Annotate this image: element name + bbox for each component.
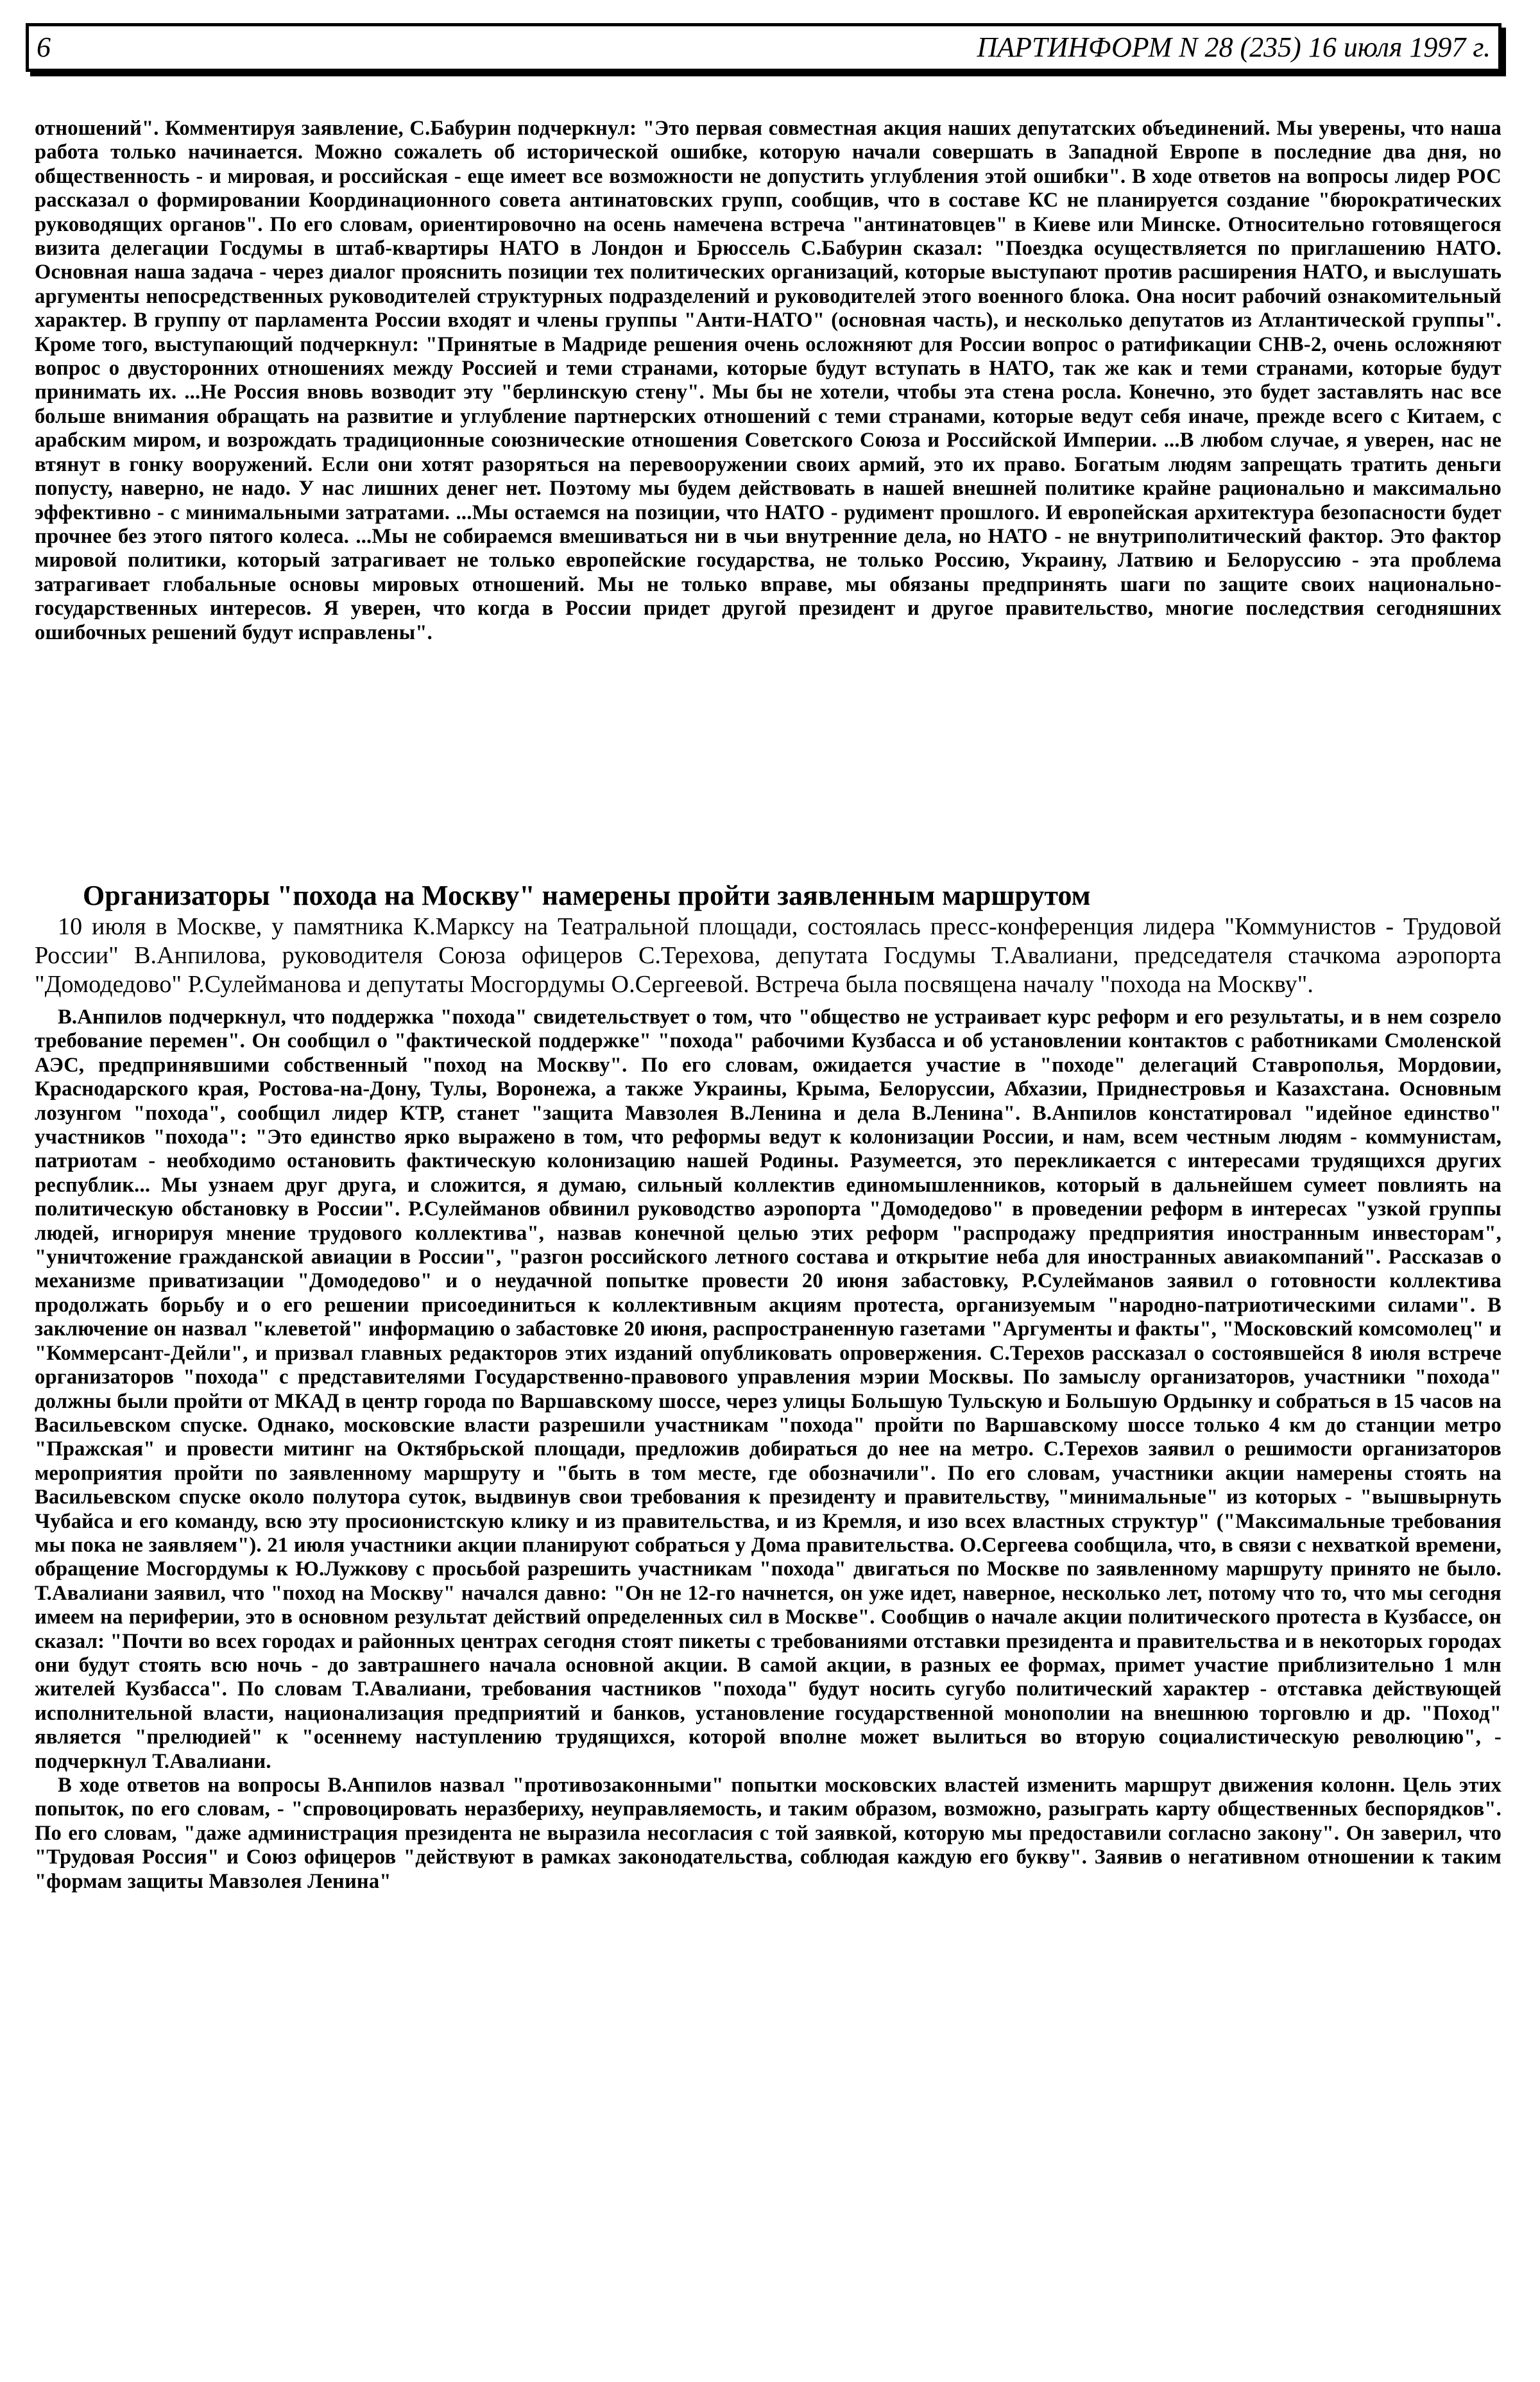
article-lead: 10 июля в Москве, у памятника К.Марксу на Театральной площади, состоялась пресс-конференция лидера "Коммунистов - Трудовой России" В.Анпилова, руководителя Союза офицеров С.Терехова, депутата Госдумы Т.Авалиани, председателя стачкома аэропорта "Домодедово" Р.Сулейманова и депутаты Мосгордумы О.Сергеевой. Встреча была посвящена началу "похода на Москву". xyxy=(35,913,1502,998)
article-pohod xyxy=(35,879,1502,1894)
article-body-paragraph: В.Анпилов подчеркнул, что поддержка "похода" свидетельствует о том, что "общество не устраивает курс реформ и его результаты, и в нем созрело требование перемен". Он сообщил о "фактической поддержке" "похода" рабочими Кузбасса и об установлении контактов с работниками Смоленской АЭС, предпринявшими собственный "поход на Москву". По его словам, ожидается участие в "походе" делегаций Ставрополья, Мордовии, Краснодарского края, Ростова-на-Дону, Тулы, Воронежа, а также Украины, Крыма, Белоруссии, Абхазии, Приднестровья и Казахстана. Основным лозунгом "похода", сообщил лидер КТР, станет "защита Мавзолея В.Ленина и дела В.Ленина". В.Анпилов констатировал "идейное единство" участников "похода": "Это единство ярко выражено в том, что реформы ведут к колонизации России, и нам, всем честным людям - коммунистам, патриотам - необходимо остановить фактическую колонизацию нашей Родины. Разумеется, это перекликается с интересами трудящихся других республик... Мы узнаем друг друга, и сложится, я думаю, сильный коллектив единомышленников, который в дальнейшем сумеет повлиять на политическую обстановку в России". Р.Сулейманов обвинил руководство аэропорта "Домодедово" в проведении реформ в интересах "узкой группы людей, игнорируя мнение трудового коллектива", назвав конечной целью этих реформ "распродажу предприятия иностранным инвесторам", "уничтожение гражданской авиации в России", "разгон российского летного состава и открытие неба для иностранных авиакомпаний". Рассказав о механизме приватизации "Домодедово" и о неудачной попытке провести 20 июня забастовку, Р.Сулейманов заявил о готовности коллектива продолжать борьбу и о его решении присоединиться к коллективным акциям протеста, организуемым "народно-патриотическими силами". В заключение он назвал "клеветой" информацию о забастовке 20 июня, распространенную газетами "Аргументы и факты", "Московский комсомолец" и "Коммерсант-Дейли", и призвал главных редакторов этих изданий опубликовать опровержения. С.Терехов рассказал о состоявшейся 8 июля встрече организаторов "похода" с представителями Государственно-правового управления мэрии Москвы. По замыслу организаторов, участники "похода" должны были пройти от МКАД в центр города по Варшавскому шоссе, через улицы Большую Тульскую и Большую Ордынку и собраться в 15 часов на Васильевском спуске. Однако, московские власти разрешили участникам "похода" пройти по Варшавскому шоссе только 4 км до станции метро "Пражская" и провести митинг на Октябрьской площади, предложив добираться до нее на метро. С.Терехов заявил о решимости организаторов мероприятия пройти по заявленному маршруту и "быть в том месте, где обозначили". По его словам, участники акции намерены стоять на Васильевском спуске около полутора суток, выдвинув свои требования к президенту и правительству, "минимальные" из которых - "вышвырнуть Чубайса и его команду, всю эту просионистскую клику и из правительства, и из Кремля, и изо всех властных структур" ("Максимальные требования мы пока не заявляем"). 21 июля участники акции планируют собраться у Дома правительства. О.Сергеева сообщила, что, в связи с нехваткой времени, обращение Мосгордумы к Ю.Лужкову с просьбой разрешить участникам "похода" двигаться по Москве по заявленному маршруту принято не было. Т.Авалиани заявил, что "поход на Москву" начался давно: "Он не 12-го начнется, он уже идет, наверное, несколько лет, потому что то, что мы сегодня имеем на периферии, это в основном результат действий определенных сил в Москве". Сообщив о начале акции политического протеста в Кузбассе, он сказал: "Почти во всех городах и районных центрах сегодня стоят пикеты с требованиями отставки президента и правительства и в некоторых городах они будут стоять всю ночь - до завтрашнего начала основной акции. В самой акции, в разных ее формах, примет участие приблизительно 1 млн жителей Кузбасса". По словам Т.Авалиани, требования частников "похода" будут носить сугубо политический характер - отставка действующей исполнительной власти, национализация предприятий и банков, установление государственной монополии на внешнюю торговлю и др. "Поход" является "прелюдией" к "осеннему наступлению трудящихся, которой вполне может вылиться во вторую социалистическую революцию", - подчеркнул Т.Авалиани. xyxy=(35,1006,1502,1773)
article-continuation-text: отношений". Комментируя заявление, С.Бабурин подчеркнул: "Это первая совместная акция наших депутатских объединений. Мы уверены, что наша работа только начинается. Можно сожалеть об исторической ошибке, которую начали совершать в Западной Европе в последние два дня, но общественность - и мировая, и российская - еще имеет все возможности не допустить углубления этой ошибки". В ходе ответов на вопросы лидер РОС рассказал о формировании Координационного совета антинатовских групп, сообщив, что в составе КС не планируется создание "бюрократических руководящих органов". По его словам, ориентировочно на осень намечена встреча "антинатовцев" в Киеве или Минске. Относительно готовящегося визита делегации Госдумы в штаб-квартиры НАТО в Лондон и Брюссель С.Бабурин сказал: "Поездка осуществляется по приглашению НАТО. Основная наша задача - через диалог прояснить позиции тех политических организаций, которые выступают против расширения НАТО, и выслушать аргументы непосредственных руководителей структурных подразделений и руководителей этого военного блока. Она носит рабочий ознакомительный характер. В группу от парламента России входят и члены группы "Анти-НАТО" (основная часть), и несколько депутатов из Атлантической группы". Кроме того, выступающий подчеркнул: "Принятые в Мадриде решения очень осложняют для России вопрос о ратификации СНВ-2, очень осложняют вопрос о двусторонних отношениях между Россией и теми странами, которые будут вступать в НАТО, так же как и теми странами, которые будут принимать их. ...Не Россия вновь возводит эту "берлинскую стену". Мы бы не хотели, чтобы эта стена росла. Конечно, это будет заставлять нас все больше внимания обращать на развитие и углубление партнерских отношений с теми странами, которые ведут себя иначе, прежде всего с Китаем, с арабским миром, и возрождать традиционные союзнические отношения Советского Союза и Российской Империи. ...В любом случае, я уверен, нас не втянут в гонку вооружений. Если они хотят разоряться на перевооружении своих армий, это их право. Богатым людям запрещать тратить деньги попусту, наверно, не надо. У нас лишних денег нет. Поэтому мы будем действовать в нашей внешней политике крайне рационально и максимально эффективно - с минимальными затратами. ...Мы остаемся на позиции, что НАТО - рудимент прошлого. И европейская архитектура безопасности будет прочнее без этого пятого колеса. ...Мы не собираемся вмешиваться ни в чьи внутренние дела, но НАТО - не внутриполитический фактор. Это фактор мировой политики, который затрагивает не только европейские государства, не только Россию, Украину, Латвию и Белоруссию - эта проблема затрагивает глобальные основы мировых отношений. Мы не только вправе, мы обязаны предпринять шаги по защите своих национально-государственных интересов. Я уверен, что когда в России придет другой президент и другое правительство, многие последствия сегодняшних ошибочных решений будут исправлены". xyxy=(35,117,1502,644)
article-body-paragraph: В ходе ответов на вопросы В.Анпилов назвал "противозаконными" попытки московских властей изменить маршрут движения колонн. Цель этих попыток, по его словам, - "спровоцировать неразбериху, неуправляемость, и таким образом, возможно, разыграть карту общественных беспорядков". По его словам, "даже администрация президента не выразила несогласия с той заявкой, которую мы предоставили согласно закону". Он заверил, что "Трудовая Россия" и Союз офицеров "действуют в рамках законодательства, соблюдая каждую его букву". Заявив о негативном отношении к таким "формам защиты Мавзолея Ленина" xyxy=(35,1774,1502,1893)
article-headline: Организаторы "похода на Москву" намерены пройти заявленным маршрутом xyxy=(83,880,1091,911)
page-header xyxy=(26,23,1502,72)
page-number: 6 xyxy=(37,31,51,63)
article-continuation xyxy=(35,117,1502,645)
newspaper-page xyxy=(26,23,1502,1893)
publication-title: ПАРТИНФОРМ N 28 (235) 16 июля 1997 г. xyxy=(977,31,1491,63)
